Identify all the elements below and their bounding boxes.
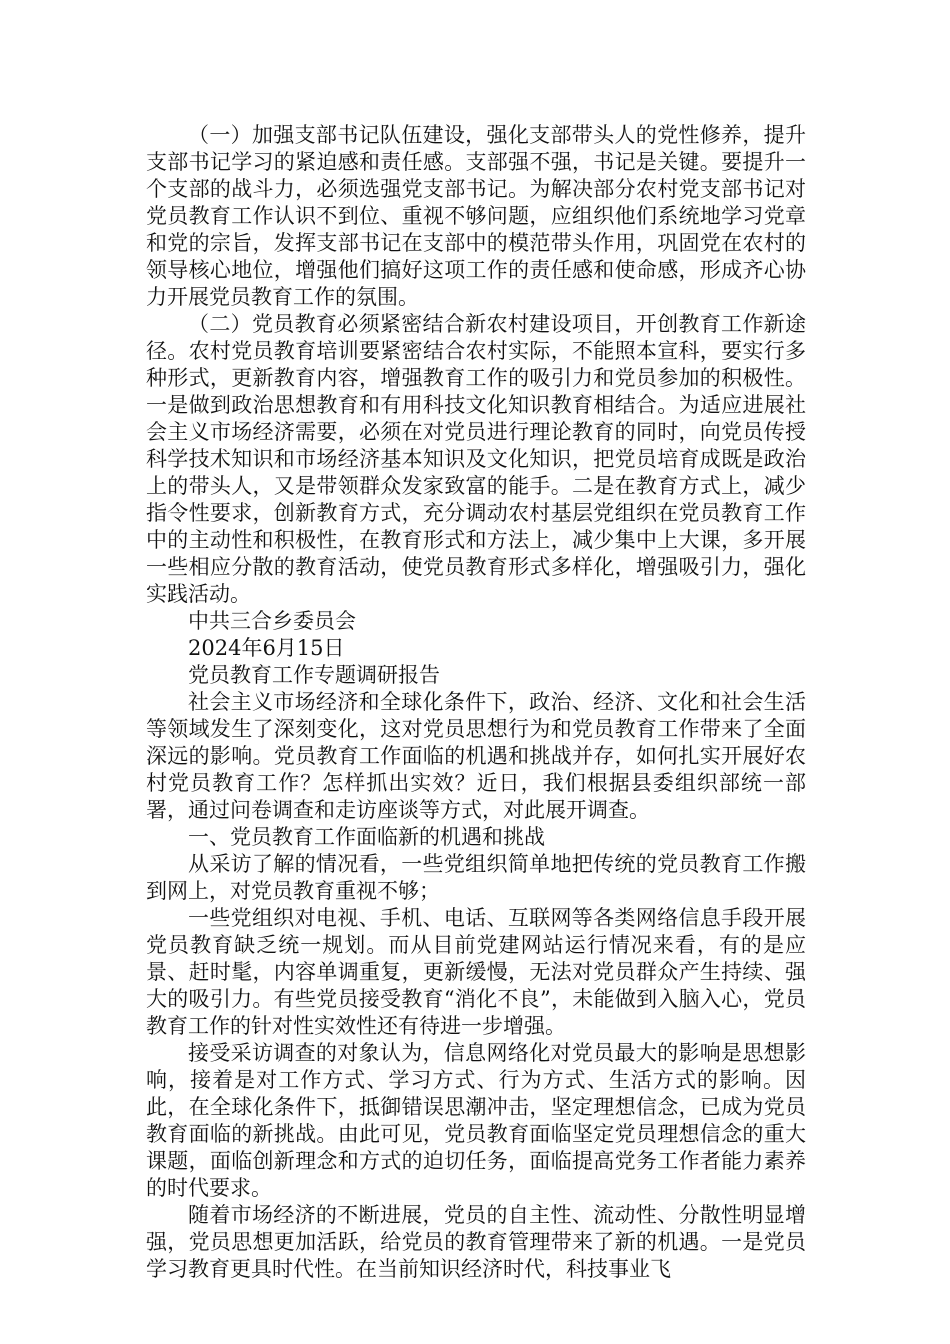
paragraph-new-countryside: （二）党员教育必须紧密结合新农村建设项目，开创教育工作新途径。农村党员教育培训要紧密结合农村实际，不能照本宣科，要实行多种形式，更新教育内容，增强教育工作的吸引力和党员参加的积极性。一是做到政治思想教育和有用科技文化知识教育相结合。为适应进展社会主义市场经济需要，必须在对党员进行理论教育的同时，向党员传授科学技术知识和市场经济基本知识及文化知识，把党员培育成既是政治上的带头人，又是带领群众发家致富的能手。二是在教育方式上，减少指令性要求，创新教育方式，充分调动农村基层党组织在党员教育工作中的主动性和积极性，在教育形式和方法上，减少集中上大课，多开展一些相应分散的教育活动，使党员教育形式多样化，增强吸引力，强化实践活动。 [146,312,806,606]
paragraph-challenges: 接受采访调查的对象认为，信息网络化对党员最大的影响是思想影响，接着是对工作方式、学习方式、行为方式、生活方式的影响。因此，在全球化条件下，抵御错误思潮冲击，坚定理想信念，已成为党员教育面临的新挑战。由此可见，党员教育面临坚定党员理想信念的重大课题，面临创新理念和方式的迫切任务，面临提高党务工作者能力素养的时代要求。 [146,1041,806,1200]
paragraph-network-planning: 一些党组织对电视、手机、电话、互联网等各类网络信息手段开展党员教育缺乏统一规划。而从目前党建网站运行情况来看，有的是应景、赶时髦，内容单调重复，更新缓慢，无法对党员群众产生持续、强大的吸引力。有些党员接受教育“消化不良”，未能做到入脑入心，党员教育工作的针对性实效性还有待进一步增强。 [146,906,806,1038]
signature-organization: 中共三合乡委员会 [188,609,356,633]
paragraph-opportunities: 随着市场经济的不断进展，党员的自主性、流动性、分散性明显增强，党员思想更加活跃，给党员的教育管理带来了新的机遇。一是党员学习教育更具时代性。在当前知识经济时代，科技事业飞 [146,1203,806,1281]
paragraph-introduction: 社会主义市场经济和全球化条件下，政治、经济、文化和社会生活等领域发生了深刻变化，这对党员思想行为和党员教育工作带来了全面深远的影响。党员教育工作面临的机遇和挑战并存，如何扎实开展好农村党员教育工作？怎样抓出实效？近日，我们根据县委组织部统一部署，通过问卷调查和走访座谈等方式，对此展开调查。 [146,690,806,822]
section-heading-1: 一、党员教育工作面临新的机遇和挑战 [188,825,545,849]
report-title: 党员教育工作专题调研报告 [188,663,440,687]
paragraph-branch-secretary: （一）加强支部书记队伍建设，强化支部带头人的党性修养，提升支部书记学习的紧迫感和责任感。支部强不强，书记是关键。要提升一个支部的战斗力，必须选强党支部书记。为解决部分农村党支部书记对党员教育工作认识不到位、重视不够问题，应组织他们系统地学习党章和党的宗旨，发挥支部书记在支部中的模范带头作用，巩固党在农村的领导核心地位，增强他们搞好这项工作的责任感和使命感，形成齐心协力开展党员教育工作的氛围。 [146,123,806,309]
document-body [146,122,806,1283]
paragraph-interview-findings: 从采访了解的情况看，一些党组织简单地把传统的党员教育工作搬到网上，对党员教育重视不够； [146,852,806,903]
signature-date: 2024年6月15日 [188,636,345,660]
